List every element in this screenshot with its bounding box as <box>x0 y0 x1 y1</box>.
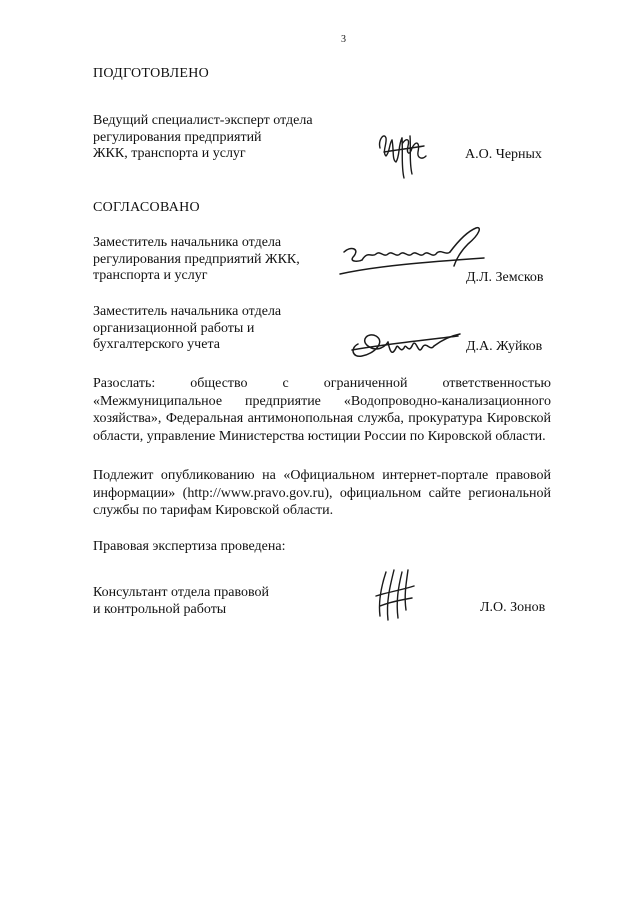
position-line: регулирования предприятий ЖКК, <box>93 251 300 267</box>
position-line: ЖКК, транспорта и услуг <box>93 146 246 161</box>
position-line: Заместитель начальника отдела <box>93 304 282 319</box>
position-line: Ведущий специалист-эксперт отдела <box>93 113 313 128</box>
position-line: транспорта и услуг <box>93 268 208 283</box>
position-line: организационной работы и <box>93 320 255 336</box>
prepared-heading: ПОДГОТОВЛЕНО <box>93 66 210 81</box>
signer-name: Д.Л. Земсков <box>466 270 544 285</box>
distribution-list: Разослать: общество с ограниченной ответственностью «Межмуниципальное предприятие «Водопроводно-канализационного хозяйства», Федеральная антимонопольная служба, прокуратура Кировской области, управление Министерства юстиции России по Кировской области. <box>93 376 551 444</box>
signature-cherny <box>372 126 434 182</box>
position-line: и контрольной работы <box>93 601 227 617</box>
publication-note: Подлежит опубликованию на «Официальном интернет-портале правовой информации» (http://www.pravo.gov.ru), официальном сайте региональной службы по тарифам Кировской области. <box>93 468 551 518</box>
signer-position <box>93 304 281 354</box>
approved-heading: СОГЛАСОВАНО <box>93 200 200 215</box>
prepared-name: А.О. Черных <box>465 147 542 162</box>
signer-position <box>93 235 300 285</box>
signer-name: Д.А. Жуйков <box>466 339 543 354</box>
position-line: Заместитель начальника отдела <box>93 235 282 250</box>
signature-zonov <box>372 566 418 624</box>
position-line: регулирования предприятий <box>93 129 262 145</box>
position-line: Консультант отдела правовой <box>93 585 270 600</box>
position-line: бухгалтерского учета <box>93 337 220 352</box>
legal-review-heading: Правовая экспертиза проведена: <box>93 539 286 554</box>
legal-review-position <box>93 585 269 618</box>
legal-review-name: Л.О. Зонов <box>480 600 546 615</box>
prepared-position <box>93 113 313 163</box>
signature-zhuykov <box>346 326 464 364</box>
page-number: 3 <box>341 34 346 45</box>
